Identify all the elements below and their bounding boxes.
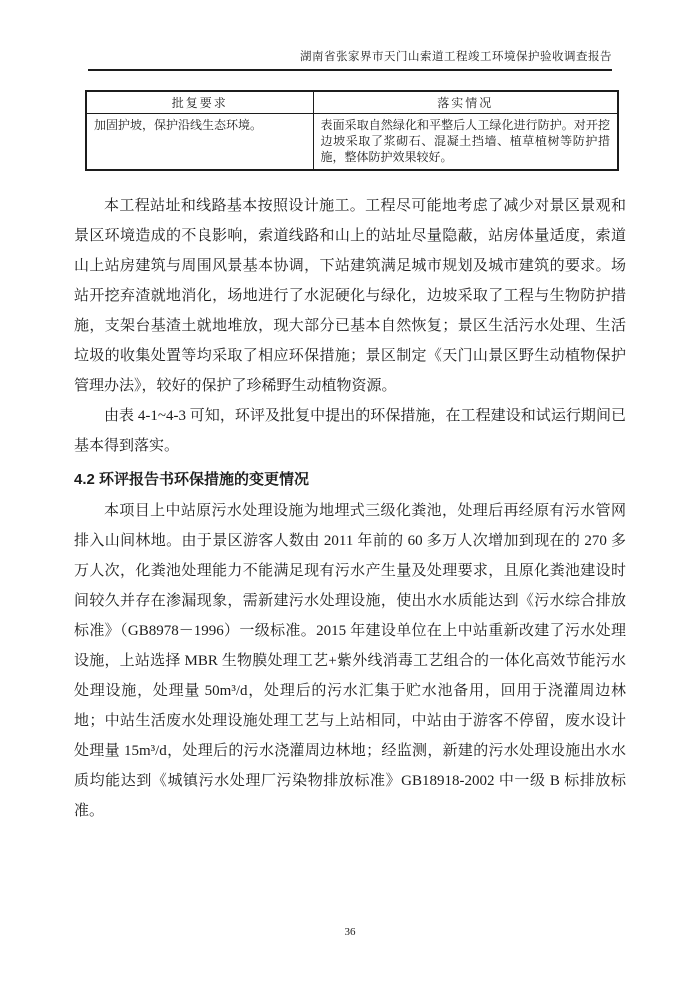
compliance-table: [85, 90, 619, 171]
table-row: [86, 114, 618, 171]
running-head-title: 湖南省张家界市天门山索道工程竣工环境保护验收调查报告: [300, 51, 612, 63]
table-header-row: [86, 91, 618, 114]
page-header: [88, 0, 612, 71]
page-number: 36: [344, 926, 356, 938]
page-footer: [0, 926, 700, 938]
table-cell-implementation: 表面采取自然绿化和平整后人工绿化进行防护。对开挖边坡采取了浆砌石、混凝土挡墙、植草植树等防护措施，整体防护效果较好。: [313, 114, 618, 171]
table-header-implementation: 落实情况: [313, 91, 618, 114]
paragraph-construction-summary: 本工程站址和线路基本按照设计施工。工程尽可能地考虑了减少对景区景观和景区环境造成的不良影响，索道线路和山上的站址尽量隐蔽，站房体量适度，索道山上站房建筑与周围风景基本协调，下站建筑满足城市规划及城市建筑的要求。场站开挖弃渣就地消化，场地进行了水泥硬化与绿化，边坡采取了工程与生物防护措施，支架台基渣土就地堆放，现大部分已基本自然恢复；景区生活污水处理、生活垃圾的收集处置等均采取了相应环保措施；景区制定《天门山景区野生动植物保护管理办法》，较好的保护了珍稀野生动植物资源。: [74, 198, 626, 394]
paragraph-sewage-treatment-change: 本项目上中站原污水处理设施为地埋式三级化粪池，处理后再经原有污水管网排入山间林地。由于景区游客人数由 2011 年前的 60 多万人次增加到现在的 270 多万人次，化粪池处理能力不能满足现有污水产生量及处理要求，且原化粪池建设时间较久并存在渗漏现象，需新建污水处理设施，使出水水质能达到《污水综合排放标准》（GB8978－1996）一级标准。2015 年建设单位在上中站重新改建了污水处理设施，上站选择 MBR 生物膜处理工艺+紫外线消毒工艺组合的一体化高效节能污水处理设施，处理量 50m³/d，处理后的污水汇集于贮水池备用，回用于浇灌周边林地；中站生活废水处理设施处理工艺与上站相同，中站由于游客不停留，废水设计处理量 15m³/d，处理后的污水浇灌周边林地；经监测，新建的污水处理设施出水水质均能达到《城镇污水处理厂污染物排放标准》GB18918-2002 中一级 B 标排放标准。: [74, 503, 626, 819]
table-cell-requirement: 加固护坡，保护沿线生态环境。: [86, 114, 313, 171]
section-heading-4-2: 4.2 环评报告书环保措施的变更情况: [74, 471, 310, 488]
paragraph-table-conclusion: 由表 4-1~4-3 可知，环评及批复中提出的环保措施，在工程建设和试运行期间已基本得到落实。: [74, 408, 626, 454]
table-header-requirement: 批复要求: [86, 91, 313, 114]
header-divider: [88, 69, 612, 71]
